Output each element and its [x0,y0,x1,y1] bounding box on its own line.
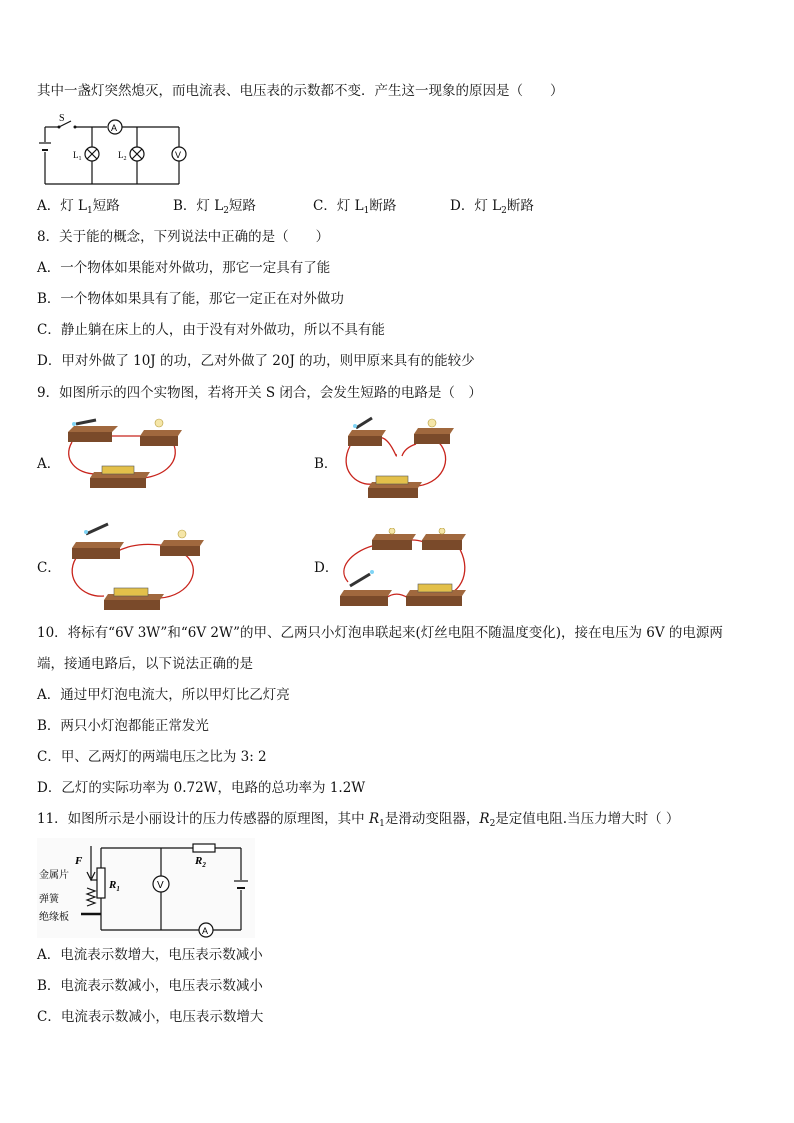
q8-option-a[interactable]: A．一个物体如果能对外做功，那它一定具有了能 [37,260,331,276]
q11-metal-label: 金属片 [39,870,69,881]
q7-option-a[interactable]: A．灯 $L_1$短路 [37,198,120,216]
q7-option-d[interactable]: D．灯 $L_2$断路 [450,198,534,216]
q10-option-b[interactable]: B．两只小灯泡都能正常发光 [37,718,209,734]
q9-figure-a [64,414,184,496]
q11-voltmeter-label: V [157,880,164,891]
q9-figure-b [338,414,458,504]
q7-lamp2-label: $L_2$ [118,150,127,162]
q10-option-d[interactable]: D．乙灯的实际功率为 0.72W，电路的总功率为 1.2W [37,780,366,796]
q11-stem: 11．如图所示是小丽设计的压力传感器的原理图，其中 $R_1$是滑动变阻器，$R_2$是定值电阻.当压力增大时（ ） [37,811,680,829]
q9-label-c[interactable]: C． [37,560,61,576]
q8-stem: 8．关于能的概念，下列说法中正确的是（ ） [37,229,330,245]
q11-r1-label: $R_1$ [109,879,120,893]
q11-pressure-sensor-diagram [37,838,255,938]
q9-figure-d [338,528,470,612]
q10-option-a[interactable]: A．通过甲灯泡电流大，所以甲灯比乙灯亮 [37,687,290,703]
q11-spring-label: 弹簧 [39,894,59,905]
q8-option-c[interactable]: C．静止躺在床上的人，由于没有对外做功，所以不具有能 [37,322,385,338]
q7-stem: 其中一盏灯突然熄灭，而电流表、电压表的示数都不变．产生这一现象的原因是（ ） [37,83,564,99]
q9-label-b[interactable]: B． [314,456,338,472]
q7-options [37,197,757,215]
q11-option-c[interactable]: C．电流表示数减小，电压表示数增大 [37,1009,264,1025]
q8-option-b[interactable]: B．一个物体如果具有了能，那它一定正在对外做功 [37,291,344,307]
q9-stem: 9．如图所示的四个实物图，若将开关 S 闭合，会发生短路的电路是（ ） [37,385,482,401]
q10-stem-line2: 端，接通电路后，以下说法正确的是 [37,656,253,672]
q7-ammeter-label: A [111,123,118,133]
q7-voltmeter-label: V [175,150,182,160]
q7-option-c[interactable]: C．灯 $L_1$断路 [313,198,397,216]
q7-lamp1-label: $L_1$ [73,150,82,162]
q9-figure-c [64,518,204,612]
q9-label-a[interactable]: A． [37,456,61,472]
q11-ammeter-label: A [202,926,209,936]
q8-option-d[interactable]: D．甲对外做了 10J 的功，乙对外做了 20J 的功，则甲原来具有的能较少 [37,353,475,369]
q11-r2-label: $R_2$ [195,855,206,869]
q10-option-c[interactable]: C．甲、乙两灯的两端电压之比为 3: 2 [37,749,267,765]
q9-label-d[interactable]: D． [314,560,339,576]
q11-force-label: F [75,855,83,867]
q11-option-a[interactable]: A．电流表示数增大，电压表示数减小 [37,947,263,963]
q10-stem-line1: 10．将标有“6V 3W”和“6V 2W”的甲、乙两只小灯泡串联起来(灯丝电阻不随温度变化)，接在电压为 6V 的电源两 [37,625,723,641]
q7-switch-label: S [59,113,65,124]
q11-insulator-label: 绝缘板 [39,912,69,923]
q7-circuit-diagram [37,112,192,187]
q7-option-b[interactable]: B．灯 $L_2$短路 [173,198,256,216]
q11-option-b[interactable]: B．电流表示数减小，电压表示数减小 [37,978,263,994]
